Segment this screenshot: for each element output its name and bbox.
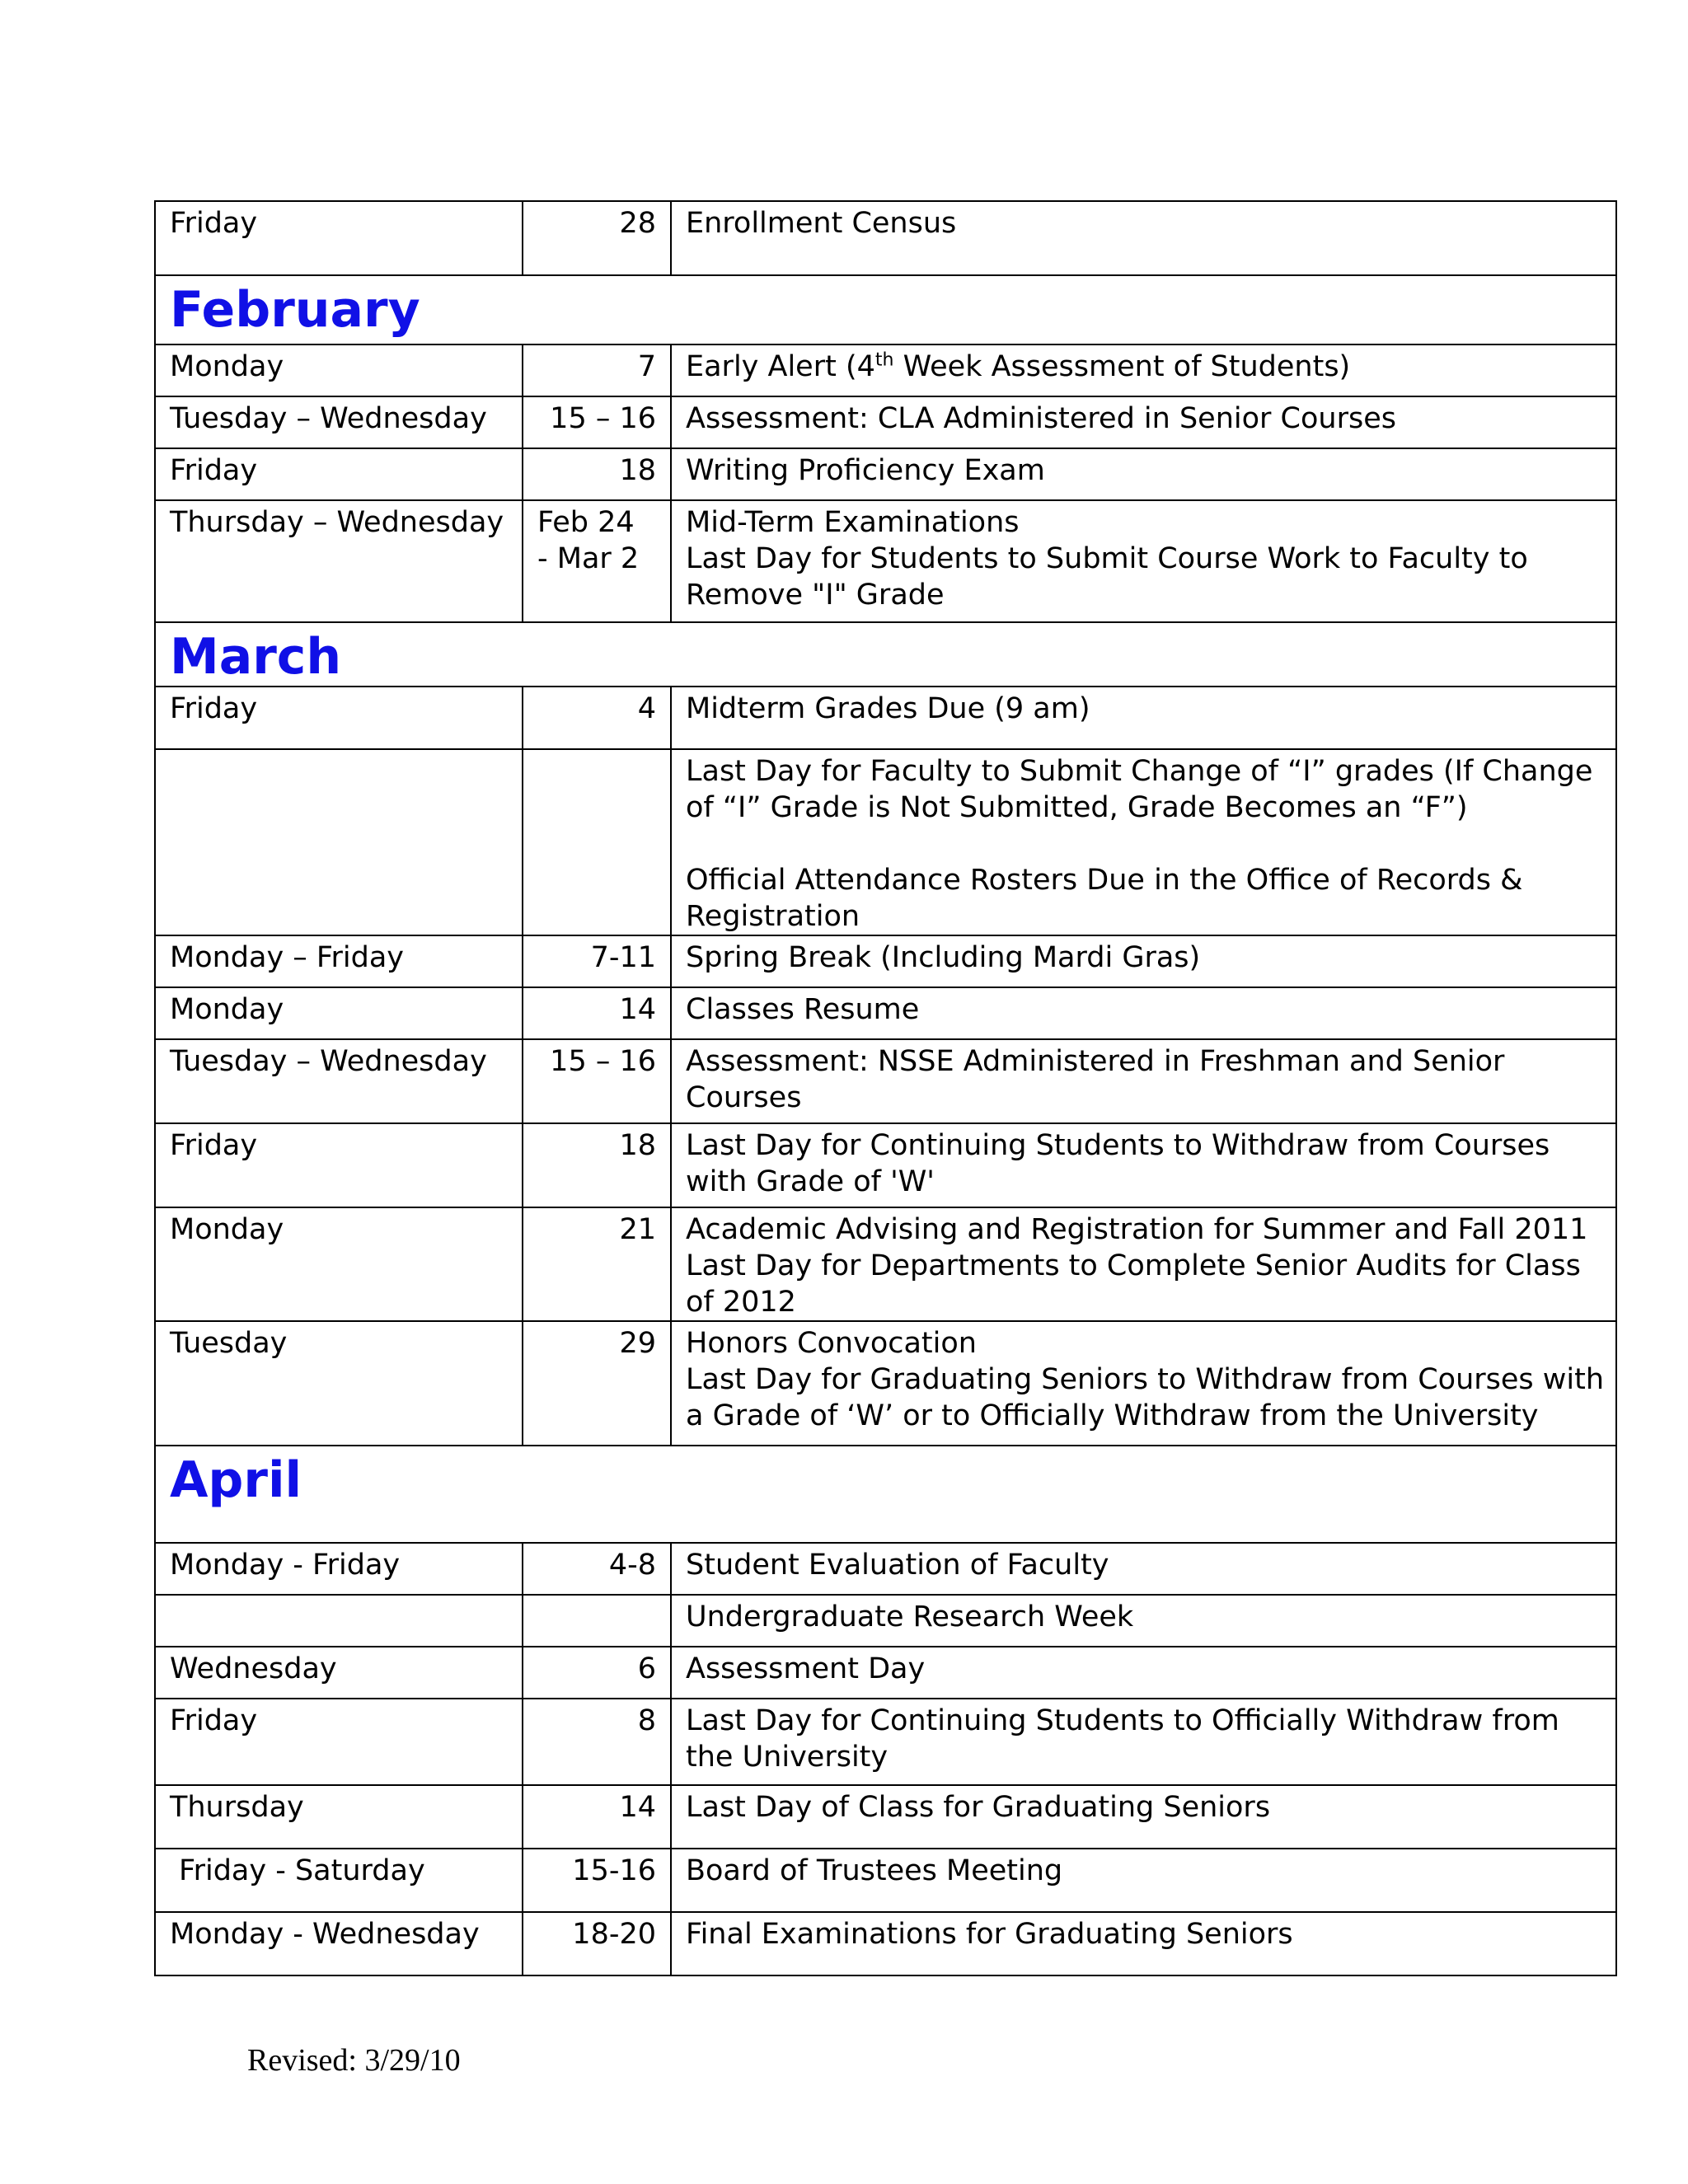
date-cell: 7	[523, 344, 671, 396]
event-cell	[671, 1207, 1616, 1321]
date-cell: 7-11	[523, 935, 671, 987]
day-cell	[155, 749, 523, 935]
event-text: Official Attendance Rosters Due in the Office of Records & Registration	[686, 864, 1523, 933]
date-line: Feb 24	[537, 506, 635, 539]
event-text-part: Week Assessment of Students)	[893, 350, 1351, 383]
event-text: Mid-Term Examinations	[686, 506, 1020, 539]
event-row	[155, 1039, 1616, 1123]
event-text: Last Day for Graduating Seniors to Withdraw from Courses with a Grade of ‘W’ or to Officially Withdraw from the University	[686, 1363, 1605, 1432]
date-cell: 29	[523, 1321, 671, 1446]
day-cell: Tuesday – Wednesday	[155, 396, 523, 448]
event-cell	[671, 500, 1616, 622]
day-cell	[155, 1595, 523, 1647]
event-cell	[671, 201, 1616, 275]
day-cell: Friday	[155, 687, 523, 749]
event-cell	[671, 1321, 1616, 1446]
event-text: Spring Break (Including Mardi Gras)	[686, 941, 1201, 974]
event-text: Honors Convocation	[686, 1327, 977, 1360]
day-cell: Wednesday	[155, 1647, 523, 1699]
date-cell: 18	[523, 448, 671, 500]
month-header-row	[155, 1446, 1616, 1543]
date-cell: 4	[523, 687, 671, 749]
date-cell: 8	[523, 1699, 671, 1785]
event-text: Last Day of Class for Graduating Seniors	[686, 1791, 1271, 1824]
event-cell	[671, 687, 1616, 749]
event-text: Undergraduate Research Week	[686, 1601, 1134, 1633]
date-cell	[523, 1595, 671, 1647]
event-cell	[671, 1647, 1616, 1699]
blank-line	[686, 826, 1607, 862]
event-text: Last Day for Departments to Complete Senior Audits for Class of 2012	[686, 1249, 1581, 1319]
date-cell: 28	[523, 201, 671, 275]
academic-calendar-table	[154, 200, 1617, 1976]
event-row	[155, 687, 1616, 749]
day-cell: Thursday	[155, 1785, 523, 1849]
day-cell: Monday - Wednesday	[155, 1912, 523, 1975]
event-row	[155, 1785, 1616, 1849]
revision-note: Revised: 3/29/10	[247, 2043, 461, 2078]
event-cell	[671, 1595, 1616, 1647]
date-cell: 21	[523, 1207, 671, 1321]
month-heading: April	[155, 1446, 1616, 1543]
event-text	[686, 349, 1607, 385]
event-cell	[671, 1699, 1616, 1785]
event-cell	[671, 448, 1616, 500]
event-row	[155, 1595, 1616, 1647]
event-row	[155, 1123, 1616, 1207]
date-cell	[523, 500, 671, 622]
event-text: Assessment Day	[686, 1652, 926, 1685]
event-row	[155, 448, 1616, 500]
event-row	[155, 344, 1616, 396]
day-cell: Friday	[155, 448, 523, 500]
event-cell	[671, 1849, 1616, 1912]
event-cell	[671, 396, 1616, 448]
event-row	[155, 1849, 1616, 1912]
event-text: Enrollment Census	[686, 207, 957, 240]
event-text: Assessment: CLA Administered in Senior Courses	[686, 402, 1396, 435]
date-cell: 18	[523, 1123, 671, 1207]
event-row	[155, 1543, 1616, 1595]
event-row	[155, 1699, 1616, 1785]
day-cell: Friday - Saturday	[155, 1849, 523, 1912]
event-cell	[671, 1123, 1616, 1207]
event-row	[155, 500, 1616, 622]
day-cell: Monday	[155, 1207, 523, 1321]
event-cell	[671, 935, 1616, 987]
event-text: Last Day for Students to Submit Course Work to Faculty to Remove "I" Grade	[686, 542, 1528, 612]
date-cell	[523, 749, 671, 935]
event-text: Student Evaluation of Faculty	[686, 1549, 1109, 1582]
day-cell: Monday	[155, 987, 523, 1039]
date-cell: 15 – 16	[523, 396, 671, 448]
event-row	[155, 1207, 1616, 1321]
day-cell: Monday	[155, 344, 523, 396]
event-row	[155, 201, 1616, 275]
event-row	[155, 1647, 1616, 1699]
ordinal-superscript: th	[874, 349, 894, 371]
event-text-part: Early Alert (4	[686, 350, 875, 383]
day-cell: Thursday – Wednesday	[155, 500, 523, 622]
month-heading: March	[155, 622, 1616, 687]
date-cell: 4-8	[523, 1543, 671, 1595]
event-text: Assessment: NSSE Administered in Freshman and Senior Courses	[686, 1045, 1505, 1114]
event-cell	[671, 1785, 1616, 1849]
month-header-row	[155, 275, 1616, 344]
day-cell: Monday – Friday	[155, 935, 523, 987]
month-header-row	[155, 622, 1616, 687]
event-text: Midterm Grades Due (9 am)	[686, 692, 1090, 725]
event-row	[155, 987, 1616, 1039]
event-row	[155, 396, 1616, 448]
event-text: Last Day for Continuing Students to Withdraw from Courses with Grade of 'W'	[686, 1129, 1550, 1198]
event-text: Final Examinations for Graduating Seniors	[686, 1918, 1293, 1951]
day-cell: Monday - Friday	[155, 1543, 523, 1595]
month-heading: February	[155, 275, 1616, 344]
date-cell: 18-20	[523, 1912, 671, 1975]
day-cell: Tuesday – Wednesday	[155, 1039, 523, 1123]
event-row	[155, 935, 1616, 987]
event-cell	[671, 1543, 1616, 1595]
date-cell: 14	[523, 987, 671, 1039]
event-cell	[671, 749, 1616, 935]
event-text: Last Day for Faculty to Submit Change of “I” grades (If Change of “I” Grade is Not Submitted, Grade Becomes an “F”)	[686, 755, 1593, 824]
event-text: Last Day for Continuing Students to Officially Withdraw from the University	[686, 1704, 1559, 1774]
event-text: Board of Trustees Meeting	[686, 1854, 1063, 1887]
event-row	[155, 1912, 1616, 1975]
event-text: Writing Proficiency Exam	[686, 454, 1045, 487]
day-cell: Friday	[155, 1699, 523, 1785]
event-cell	[671, 987, 1616, 1039]
day-cell: Friday	[155, 201, 523, 275]
day-cell: Tuesday	[155, 1321, 523, 1446]
calendar-body	[155, 201, 1616, 1975]
event-row	[155, 1321, 1616, 1446]
event-cell	[671, 1912, 1616, 1975]
date-cell: 15 – 16	[523, 1039, 671, 1123]
date-line: - Mar 2	[537, 542, 640, 575]
date-cell: 15-16	[523, 1849, 671, 1912]
event-row	[155, 749, 1616, 935]
date-cell: 6	[523, 1647, 671, 1699]
event-cell	[671, 1039, 1616, 1123]
day-cell: Friday	[155, 1123, 523, 1207]
event-text: Classes Resume	[686, 993, 920, 1026]
event-cell	[671, 344, 1616, 396]
event-text: Academic Advising and Registration for Summer and Fall 2011	[686, 1213, 1588, 1246]
date-cell: 14	[523, 1785, 671, 1849]
